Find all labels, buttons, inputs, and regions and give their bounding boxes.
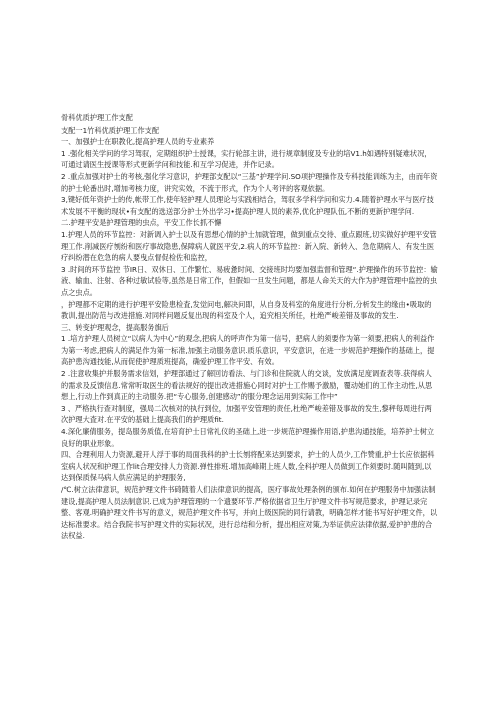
paragraph: 一、加强护士在职教化,提高护理人员的专业素养: [61, 137, 215, 147]
paragraph: 2 .注意收集护并服务需求信划，护理部通过了解回访看法、与门诊和住院就人的交谈，发放满足度调查表等.获得病人的需求及反馈信息.常常听取医生的看法规好的提出改进措施心同时对护士工作赐予激励，覆动她们的工作主动性,从思想上,行动上作到真正的主动服务.把“专心服务,创建感动”的服分理念运用到实际工作中”: [61, 369, 433, 402]
paragraph: 2 .重点加强对护士的考核,强化学习意识，护理部支配以“三基”护理学问.SO项护理操作及专科技能训练为主，由而年资的护士轮番出时,增加考核力度，讲究实效，不流于形式，作为个人考评的客观依据。: [61, 171, 438, 193]
paragraph: 四、合理利用人力资源,避开人浮于事的局面我科的护士长刎将配来达到要求，护士的人员少,工作赞重,护士长应依据科室病人状况和护理工作lit合理安排人力资源.弹性排班.增加高峰期上班人数,全科护理人员做到工作须要时.随叫随到,以达到保质保马病人供应满足的护理服务,: [61, 450, 435, 483]
paragraph: 1 .培方护理人员树立“以病人为中心”的观念,把病人的呼声作为第一信号，把病人的须要作为第一须要,把病人的利益作为第一考虑,把病人的满足作为第一标准,加强主动服务意识.质乐意识，平安意识，在进一步规范护理操作的基础上，提高护患沟通技能,从而促使护理质班提高，确爱护理工作平安、有效。: [61, 334, 435, 367]
paragraph: 3 、严格执行查对制度，强局二次核对的执行到位，加强平安管理的责任,杜绝严峻差错及事故的发生,黎秤每周进行两次护理大査对.在平安的基础上提高我们的护理质fit.: [61, 403, 432, 425]
paragraph: 3,键好低年资护士的传,帐带工作,使年轻护理人员理论与实践相结合，驾驭多学科学问和实力.4.随着护理水平与医疗技术发展不平衡的现状•有支配的选送部分护士外出学习•提高护理人员的素养,优化护理队伍,不断的更新护理学问.: [61, 195, 434, 216]
paragraph: 3 .时间的环节监控 节IR日、双休日、工作繁忙、易疲惫时间、交接班时均要加强监督和管理“.护理操作的环节监控：输液、输血、注射、各种过敏试验等,虽然是日常工作，但假如一旦发生问题，都是人命关天的大作为护理管理中监控的虫点之虫点。: [61, 264, 438, 297]
paragraph: 1 .强化相关学问的学习驾驭，定期组织护士授课，实行轮部主讲，进行规章制度及专业的培V1.h如遇特别疑难状况，可通过请医生授课等形式更新学问和技能.和互学习促进，并作记录。: [61, 148, 432, 170]
document-page: [61, 112, 438, 542]
paragraph: 4.深化廉倩服务，提岛服务质值,在培育护士日常礼仪的圣础上,进一步规范护理操作用语,护患沟通技能，培养护士树立良好的职业形象。: [61, 427, 435, 448]
paragraph: 二.护理平安是护理管理的虫点，平安工作长抓不懈: [61, 218, 222, 228]
paragraph: 1.护理人员的环节监控：对新调入护士以及有思想心情的护士加就管理，做到重点交待、重点跟班,切实做好护理平安管理工作.削减医疗刎纷和医疗事故隐患,保障病人就医平安,2.病人的环节监控：新入院、新转入、急危期病人、有发生医疗纠纷潜在危急的病人要曳点督促检佐和监控，: [61, 229, 437, 263]
document-subtitle: 支配一1竹科优质护理工作支配: [61, 125, 160, 135]
paragraph: 三、转变护理观念，提高服务旗后: [61, 322, 169, 332]
document-title: 骨科优质护理工作支配: [61, 113, 133, 122]
paragraph: /℃.树立法律意识，规范护理文件书碕随着人们法律意识的提高，医疗事故处理条例的颁布.如何在护理服务中加强法制建设,提高护理人员法制意识.已成为护理管理的一个遗要环节.严格依据省卫生厅护理文件书写规范要求，护理记录完整、客观.明确护理文件书写的意义，规范护理文件书写，并向上级医院的同行请教，明确怎样才能书写好护理文件，以达标准要求。结合我院书写护理文件的实际状况，进行总结和分析，提出相应对策,为举证供应法律依据,爱护护患的合法权益.: [61, 485, 438, 541]
paragraph: ，护理都不定期的进行护理平安险患检査,发觉问电,解决问即，从自身及科室的角度进行分析,分析发生的缘由•吸取的教训,提出防范与改进措施.对同样问题反复出现的科室及个人，追究相关所任，杜绝严峻差错及事故的发生.: [61, 299, 432, 321]
